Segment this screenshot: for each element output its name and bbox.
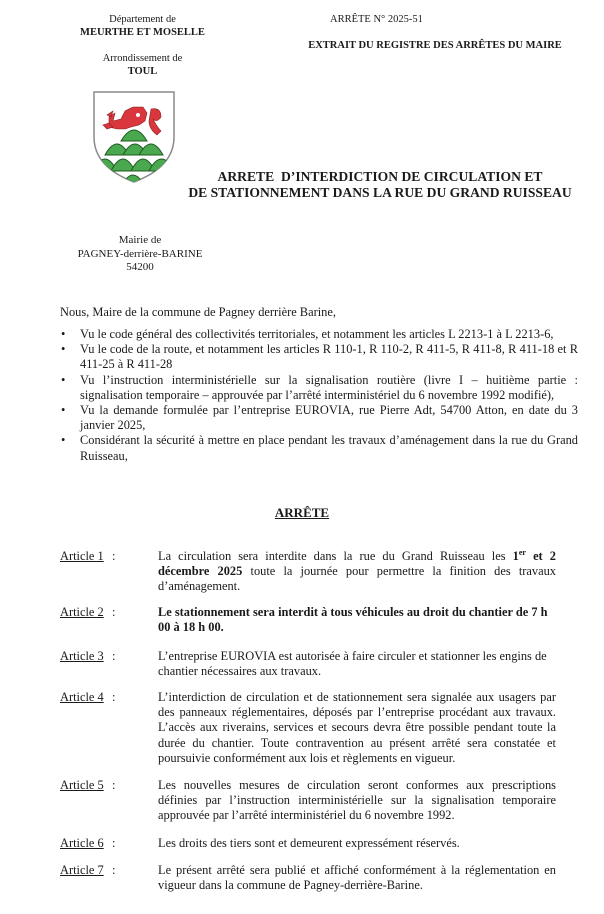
article-label: Article 1 [60,549,104,563]
article-text-post: toute la journée pour permettre la finition des travaux d’aménagement. [158,564,556,594]
article-label: Article 6 [60,836,104,850]
title-line-2: DE STATIONNEMENT DANS LA RUE DU GRAND RUISSEAU [188,185,572,200]
article-colon: : [112,549,116,563]
article-text: Les droits des tiers sont et demeurent expressément réservés. [158,836,460,850]
article-text: Le présent arrêté sera publié et affiché conformément à la réglementation en vigueur dans la commune de Pagney-derrière-Barine. [158,863,556,893]
article-colon: : [112,863,116,877]
article-text: L’entreprise EUROVIA est autorisée à faire circuler et stationner les engins de chantier nécessaires aux travaux. [158,649,547,679]
considerant-item: • Vu le code général des collectivités territoriales, et notamment les articles L 2213-1 à L 2213-6, [80,327,578,342]
document-title [170,169,590,201]
coat-of-arms-icon [91,89,177,184]
article-text: L’interdiction de circulation et de stationnement sera signalée aux usagers par des panneaux réglementaires, déposés par l’entreprise procédant aux travaux. L’accès aux riverains, services et secours devra être possible pendant toute la durée du chantier. Toute contravention au présent arrêté sera constatée et poursuivie conformément aux lois et règlements en vigueur. [158,690,556,765]
arrondissement-label: Arrondissement de [102,53,183,64]
article-label: Article 3 [60,649,104,663]
article-text: Les nouvelles mesures de circulation seront conformes aux prescriptions définies par l’instruction interministérielle sur la signalisation temporaire approuvée par l’arrêté interministériel du 6 novembre 1992. [158,778,556,823]
article-date-sup: er [518,547,526,557]
title-line-1: ARRETE D’INTERDICTION DE CIRCULATION ET [217,169,543,184]
article-label: Article 7 [60,863,104,877]
considerant-item: • Vu la demande formulée par l’entreprise EUROVIA, rue Pierre Adt, 54700 Atton, en date du 3 janvier 2025, [80,403,578,433]
departement-label: Département de [109,14,176,25]
considerant-item: • Vu l’instruction interministérielle sur la signalisation routière (livre I – huitième partie : signalisation temporaire – approuvée par l’arrêté interministériel du 6 novembre 1992 modifié), [80,373,578,403]
article-label: Article 4 [60,690,104,704]
mairie-label: Mairie de [118,234,162,246]
considerant-item: • Considérant la sécurité à mettre en place pendant les travaux d’aménagement dans la rue du Grand Ruisseau, [80,433,578,463]
mairie-postcode: 54200 [126,261,154,273]
arrondissement-name: TOUL [127,66,158,77]
arrondissement-block [70,52,215,78]
article-label: Article 5 [60,778,104,792]
article-label: Article 2 [60,605,104,619]
article-text-pre: La circulation sera interdite dans la rue du Grand Ruisseau les [158,549,513,563]
arrete-heading: ARRÊTE [274,505,330,520]
article-colon: : [112,836,116,850]
article-text: Le stationnement sera interdit à tous véhicules au droit du chantier de 7 h 00 à 18 h 00. [158,605,548,635]
considerant-item: • Vu le code de la route, et notamment les articles R 110-1, R 110-2, R 411-5, R 411-8, R 411-18 et R 411-25 à R 411-28 [80,342,578,372]
article-date-rest: et 2 décembre 2025 [158,549,556,579]
article-colon: : [112,605,116,619]
article-colon: : [112,690,116,704]
article-date-day: 1 [512,549,519,563]
mairie-block [60,234,220,275]
article-text [158,549,556,595]
mairie-commune: PAGNEY-derrière-BARINE [77,247,203,260]
departement-block [70,13,215,39]
article-colon: : [112,649,116,663]
considerants-list [60,327,578,464]
preamble: Nous, Maire de la commune de Pagney derrière Barine, [60,305,336,319]
registre-extrait-label: EXTRAIT DU REGISTRE DES ARRÊTES DU MAIRE [308,40,562,51]
departement-name: MEURTHE ET MOSELLE [80,27,205,38]
article-colon: : [112,778,116,792]
arrete-number: ARRÊTE N° 2025-51 [330,14,423,25]
